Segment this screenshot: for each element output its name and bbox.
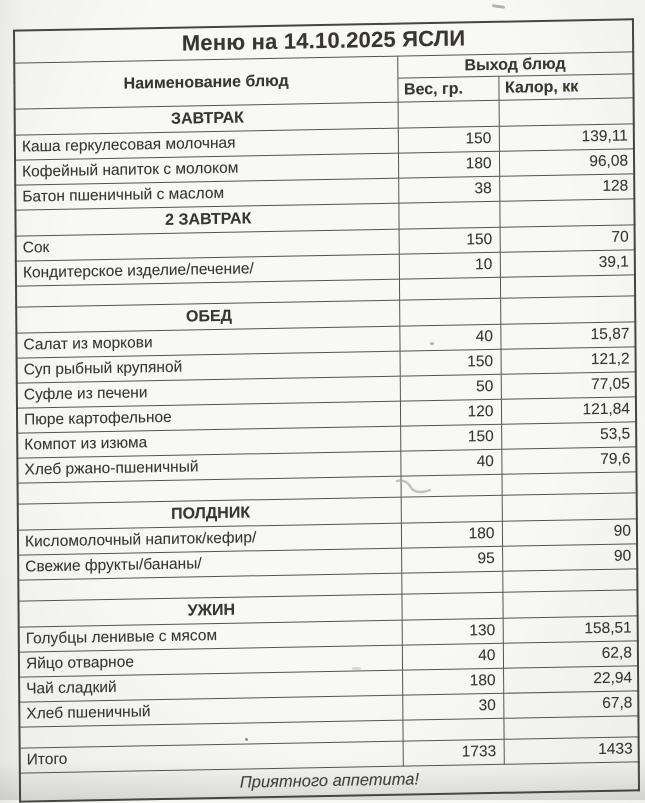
calories-cell: 121,2 [501,347,636,374]
weight-cell: 150 [398,126,499,153]
calories-cell [499,98,634,126]
calories-cell: 15,87 [500,322,635,349]
column-header-output: Выход блюд [397,52,633,78]
weight-cell: 150 [400,349,501,376]
empty-cell [503,716,638,739]
empty-cell [502,569,637,592]
empty-cell [402,718,503,741]
calories-cell: 67,8 [503,691,638,718]
weight-cell: 130 [402,618,503,645]
weight-cell: 180 [402,668,503,695]
weight-cell [398,201,499,229]
calories-cell: 62,8 [503,641,638,668]
dish-name-cell: Кондитерское изделие/печение/ [16,254,399,286]
empty-cell [500,275,635,298]
calories-cell: 96,08 [499,149,634,176]
dish-name-cell: Голубцы ленивые с мясом [19,620,402,652]
calories-cell: 70 [500,225,635,252]
total-calories-cell: 1433 [504,737,639,764]
empty-cell [401,474,502,497]
section-label: ПОЛДНИК [18,497,401,530]
dish-name-cell: Компот из изюма [17,426,400,458]
weight-cell: 40 [402,643,503,670]
dish-name-cell: Свежие фрукты/бананы/ [18,548,401,580]
weight-cell: 30 [402,693,503,720]
scanned-menu-sheet [13,18,638,802]
weight-cell: 180 [398,151,499,178]
dish-name-cell: Кофейный напиток с молоком [15,153,398,185]
dish-name-cell: Батон пшеничный с маслом [15,178,398,210]
calories-cell [502,493,637,521]
footer-message: Приятного аппетита! [20,762,639,802]
empty-cell [399,277,500,300]
calories-cell: 79,6 [501,447,636,474]
page-title: Меню на 14.10.2025 ЯСЛИ [14,19,633,63]
weight-cell [401,592,502,620]
calories-cell: 90 [502,519,637,546]
calories-cell: 77,05 [501,372,636,399]
total-label: Итого [20,741,403,773]
section-label: 2 ЗАВТРАК [15,203,398,236]
dish-name-cell: Хлеб ржано-пшеничный [17,451,400,483]
weight-cell [398,100,499,128]
calories-cell: 128 [499,174,634,201]
empty-cell [502,472,637,495]
calories-cell [500,296,635,324]
dish-name-cell: Кисломолочный напиток/кефир/ [18,523,401,555]
weight-cell: 50 [400,374,501,401]
total-weight-cell: 1733 [403,739,504,766]
dish-name-cell: Яйцо отварное [19,645,402,677]
calories-cell: 90 [502,544,637,571]
calories-cell: 53,5 [501,422,636,449]
column-header-weight: Вес, гр. [397,76,498,102]
weight-cell: 38 [398,176,499,203]
calories-cell: 39,1 [500,250,635,277]
dish-name-cell: Каша геркулесовая молочная [15,128,398,160]
menu-table [13,18,640,802]
dish-name-cell: Сок [16,229,399,261]
scan-artifact-dash [492,4,505,9]
weight-cell: 95 [401,546,502,573]
section-label: ЗАВТРАК [15,102,398,135]
calories-cell: 121,84 [501,397,636,424]
dish-name-cell: Чай сладкий [19,670,402,702]
weight-cell: 40 [400,449,501,476]
weight-cell [401,495,502,523]
weight-cell: 150 [400,424,501,451]
weight-cell: 120 [400,399,501,426]
weight-cell: 150 [399,227,500,254]
calories-cell: 158,51 [503,616,638,643]
dish-name-cell: Салат из моркови [16,326,399,358]
column-header-calories: Калор, кк [498,74,633,100]
dish-name-cell: Суп рыбный крупяной [17,351,400,383]
weight-cell: 180 [401,521,502,548]
section-label: ОБЕД [16,300,399,333]
calories-cell [502,590,637,618]
calories-cell [499,199,634,227]
dish-name-cell: Пюре картофельное [17,401,400,433]
weight-cell [399,298,500,326]
weight-cell: 40 [399,324,500,351]
empty-cell [401,571,502,594]
weight-cell: 10 [399,252,500,279]
dish-name-cell: Хлеб пшеничный [19,695,402,727]
dish-name-cell: Суфле из печени [17,376,400,408]
calories-cell: 139,11 [499,124,634,151]
section-label: УЖИН [18,594,401,627]
column-header-dish-name: Наименование блюд [14,56,397,109]
calories-cell: 22,94 [503,666,638,693]
